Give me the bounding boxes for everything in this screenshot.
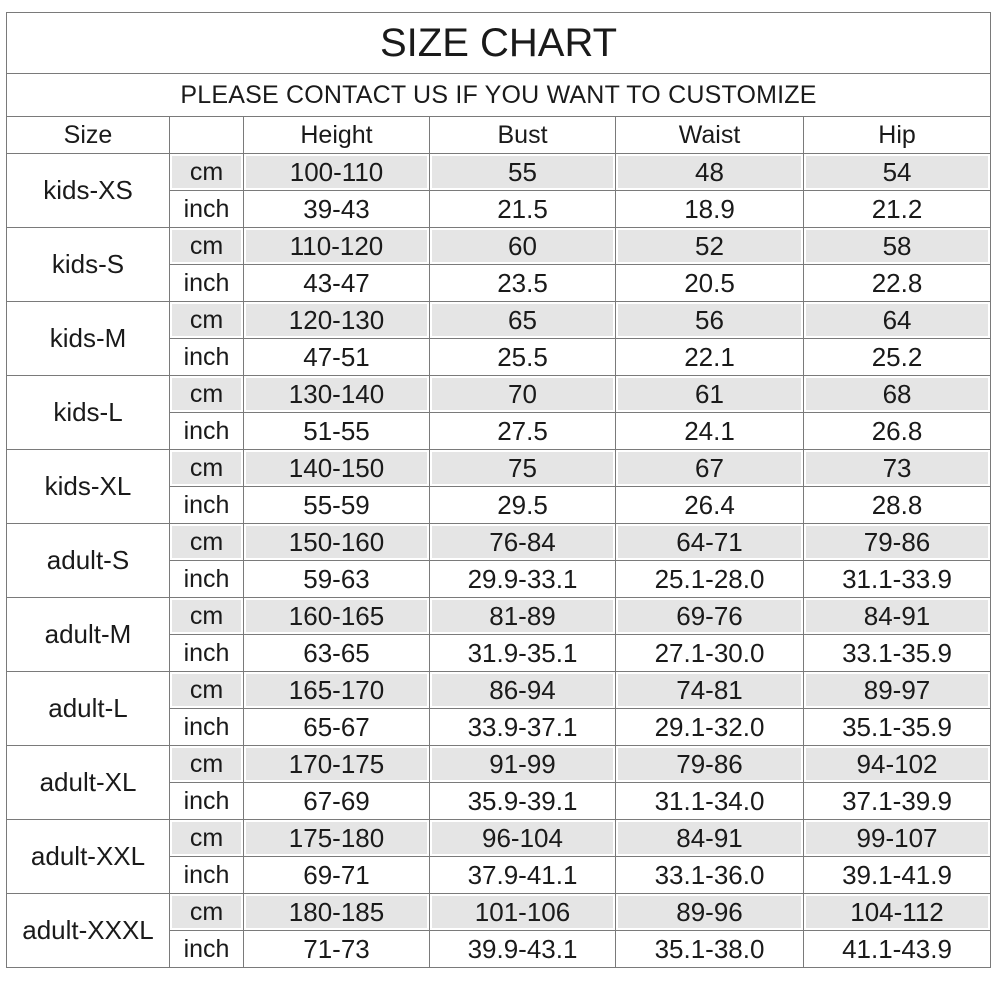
hip-cell <box>804 635 991 672</box>
unit-cell <box>170 413 244 450</box>
hip-cell <box>804 598 991 635</box>
hip-cell <box>804 524 991 561</box>
waist-cell <box>616 487 804 524</box>
waist-cell <box>616 820 804 857</box>
unit-label: cm <box>172 822 241 854</box>
bust-value: 23.5 <box>497 268 548 298</box>
waist-value: 79-86 <box>618 748 801 780</box>
hip-value: 31.1-33.9 <box>842 564 952 594</box>
height-cell <box>244 561 430 598</box>
hip-cell <box>804 487 991 524</box>
unit-cell <box>170 524 244 561</box>
size-chart-table <box>6 12 991 968</box>
bust-cell <box>430 376 616 413</box>
unit-label: cm <box>172 748 241 780</box>
table-row <box>7 672 991 709</box>
hip-cell <box>804 820 991 857</box>
unit-label: cm <box>172 896 241 928</box>
hip-value: 58 <box>806 230 988 262</box>
bust-value: 29.5 <box>497 490 548 520</box>
table-row <box>7 820 991 857</box>
hip-value: 64 <box>806 304 988 336</box>
waist-cell <box>616 154 804 191</box>
hip-cell <box>804 265 991 302</box>
hip-value: 54 <box>806 156 988 188</box>
height-cell <box>244 524 430 561</box>
size-label: kids-M <box>7 302 170 376</box>
height-value: 140-150 <box>246 452 427 484</box>
unit-cell <box>170 746 244 783</box>
header-waist: Waist <box>616 117 804 154</box>
hip-cell <box>804 154 991 191</box>
size-label: kids-XS <box>7 154 170 228</box>
waist-value: 64-71 <box>618 526 801 558</box>
hip-value: 21.2 <box>871 194 923 224</box>
bust-value: 55 <box>432 156 613 188</box>
waist-value: 56 <box>618 304 801 336</box>
height-value: 63-65 <box>303 638 370 668</box>
waist-value: 22.1 <box>684 342 735 372</box>
bust-cell <box>430 191 616 228</box>
bust-value: 65 <box>432 304 613 336</box>
waist-cell <box>616 931 804 968</box>
height-cell <box>244 228 430 265</box>
bust-cell <box>430 413 616 450</box>
waist-cell <box>616 339 804 376</box>
table-row <box>7 154 991 191</box>
hip-value: 73 <box>806 452 988 484</box>
hip-cell <box>804 894 991 931</box>
unit-label: inch <box>183 491 230 519</box>
header-height: Height <box>244 117 430 154</box>
unit-cell <box>170 376 244 413</box>
height-value: 175-180 <box>246 822 427 854</box>
height-value: 43-47 <box>303 268 370 298</box>
waist-value: 29.1-32.0 <box>654 712 765 742</box>
unit-cell <box>170 598 244 635</box>
size-label: adult-XL <box>7 746 170 820</box>
unit-label: cm <box>172 304 241 336</box>
hip-cell <box>804 228 991 265</box>
bust-cell <box>430 672 616 709</box>
unit-label: cm <box>172 156 241 188</box>
bust-value: 31.9-35.1 <box>467 638 578 668</box>
height-value: 150-160 <box>246 526 427 558</box>
hip-value: 39.1-41.9 <box>842 860 952 890</box>
size-label: adult-M <box>7 598 170 672</box>
height-cell <box>244 857 430 894</box>
hip-value: 37.1-39.9 <box>842 786 952 816</box>
unit-cell <box>170 783 244 820</box>
waist-value: 52 <box>618 230 801 262</box>
height-value: 170-175 <box>246 748 427 780</box>
waist-cell <box>616 561 804 598</box>
height-value: 100-110 <box>246 156 427 188</box>
hip-value: 84-91 <box>806 600 988 632</box>
bust-cell <box>430 228 616 265</box>
height-value: 110-120 <box>246 230 427 262</box>
waist-value: 48 <box>618 156 801 188</box>
bust-cell <box>430 820 616 857</box>
unit-label: inch <box>183 269 230 297</box>
waist-value: 74-81 <box>618 674 801 706</box>
size-label: kids-L <box>7 376 170 450</box>
waist-value: 31.1-34.0 <box>654 786 765 816</box>
height-cell <box>244 376 430 413</box>
bust-cell <box>430 339 616 376</box>
bust-cell <box>430 265 616 302</box>
hip-value: 41.1-43.9 <box>842 934 952 964</box>
table-row <box>7 376 991 413</box>
height-cell <box>244 339 430 376</box>
header-hip: Hip <box>804 117 991 154</box>
bust-value: 60 <box>432 230 613 262</box>
table-row <box>7 228 991 265</box>
unit-cell <box>170 265 244 302</box>
unit-cell <box>170 487 244 524</box>
height-cell <box>244 635 430 672</box>
height-value: 69-71 <box>303 860 370 890</box>
unit-label: cm <box>172 674 241 706</box>
bust-cell <box>430 561 616 598</box>
height-cell <box>244 413 430 450</box>
height-value: 59-63 <box>303 564 370 594</box>
size-label: kids-S <box>7 228 170 302</box>
height-cell <box>244 820 430 857</box>
height-cell <box>244 154 430 191</box>
height-value: 51-55 <box>303 416 370 446</box>
bust-cell <box>430 783 616 820</box>
table-row <box>7 746 991 783</box>
waist-value: 61 <box>618 378 801 410</box>
bust-value: 29.9-33.1 <box>467 564 578 594</box>
height-cell <box>244 598 430 635</box>
bust-value: 27.5 <box>497 416 548 446</box>
unit-label: inch <box>183 639 230 667</box>
bust-cell <box>430 487 616 524</box>
height-value: 39-43 <box>303 194 370 224</box>
waist-value: 20.5 <box>684 268 735 298</box>
waist-cell <box>616 894 804 931</box>
waist-cell <box>616 524 804 561</box>
hip-value: 99-107 <box>806 822 988 854</box>
unit-cell <box>170 154 244 191</box>
height-cell <box>244 191 430 228</box>
unit-cell <box>170 857 244 894</box>
bust-cell <box>430 154 616 191</box>
unit-cell <box>170 894 244 931</box>
bust-value: 101-106 <box>432 896 613 928</box>
unit-cell <box>170 228 244 265</box>
bust-value: 39.9-43.1 <box>467 934 578 964</box>
bust-value: 91-99 <box>432 748 613 780</box>
size-label: adult-L <box>7 672 170 746</box>
bust-value: 35.9-39.1 <box>467 786 578 816</box>
hip-cell <box>804 672 991 709</box>
waist-cell <box>616 413 804 450</box>
height-value: 71-73 <box>303 934 370 964</box>
hip-cell <box>804 561 991 598</box>
height-value: 180-185 <box>246 896 427 928</box>
unit-label: inch <box>183 195 230 223</box>
bust-value: 37.9-41.1 <box>467 860 578 890</box>
table-row <box>7 302 991 339</box>
height-value: 165-170 <box>246 674 427 706</box>
unit-cell <box>170 931 244 968</box>
header-size: Size <box>7 117 170 154</box>
waist-cell <box>616 450 804 487</box>
height-value: 55-59 <box>303 490 370 520</box>
size-label: adult-XXXL <box>7 894 170 968</box>
unit-cell <box>170 635 244 672</box>
waist-cell <box>616 228 804 265</box>
unit-cell <box>170 191 244 228</box>
unit-cell <box>170 820 244 857</box>
waist-cell <box>616 672 804 709</box>
waist-value: 69-76 <box>618 600 801 632</box>
hip-value: 25.2 <box>871 342 923 372</box>
waist-value: 35.1-38.0 <box>654 934 765 964</box>
height-cell <box>244 894 430 931</box>
hip-value: 33.1-35.9 <box>842 638 952 668</box>
hip-value: 79-86 <box>806 526 988 558</box>
waist-cell <box>616 709 804 746</box>
waist-value: 26.4 <box>684 490 735 520</box>
hip-cell <box>804 709 991 746</box>
unit-label: cm <box>172 452 241 484</box>
bust-cell <box>430 931 616 968</box>
table-row <box>7 524 991 561</box>
waist-value: 18.9 <box>684 194 735 224</box>
hip-value: 89-97 <box>806 674 988 706</box>
waist-cell <box>616 783 804 820</box>
height-cell <box>244 709 430 746</box>
unit-cell <box>170 672 244 709</box>
hip-cell <box>804 302 991 339</box>
hip-cell <box>804 746 991 783</box>
bust-cell <box>430 598 616 635</box>
waist-value: 89-96 <box>618 896 801 928</box>
unit-label: inch <box>183 713 230 741</box>
bust-cell <box>430 746 616 783</box>
size-chart-body <box>7 154 991 968</box>
unit-cell <box>170 709 244 746</box>
waist-cell <box>616 191 804 228</box>
bust-value: 33.9-37.1 <box>467 712 578 742</box>
table-row <box>7 450 991 487</box>
waist-value: 67 <box>618 452 801 484</box>
height-value: 130-140 <box>246 378 427 410</box>
waist-cell <box>616 857 804 894</box>
table-row <box>7 598 991 635</box>
height-value: 65-67 <box>303 712 370 742</box>
hip-value: 94-102 <box>806 748 988 780</box>
chart-subtitle: PLEASE CONTACT US IF YOU WANT TO CUSTOMIZE <box>7 74 991 117</box>
height-cell <box>244 931 430 968</box>
waist-cell <box>616 265 804 302</box>
height-value: 160-165 <box>246 600 427 632</box>
unit-label: inch <box>183 565 230 593</box>
bust-value: 76-84 <box>432 526 613 558</box>
unit-cell <box>170 450 244 487</box>
header-bust: Bust <box>430 117 616 154</box>
height-cell <box>244 783 430 820</box>
waist-cell <box>616 746 804 783</box>
chart-title: SIZE CHART <box>7 13 991 74</box>
unit-label: cm <box>172 600 241 632</box>
bust-cell <box>430 894 616 931</box>
bust-value: 70 <box>432 378 613 410</box>
hip-value: 28.8 <box>871 490 923 520</box>
hip-cell <box>804 450 991 487</box>
size-label: adult-S <box>7 524 170 598</box>
size-label: adult-XXL <box>7 820 170 894</box>
unit-label: cm <box>172 230 241 262</box>
height-value: 47-51 <box>303 342 370 372</box>
hip-cell <box>804 857 991 894</box>
height-cell <box>244 265 430 302</box>
hip-value: 35.1-35.9 <box>842 712 952 742</box>
hip-value: 26.8 <box>871 416 923 446</box>
unit-label: inch <box>183 935 230 963</box>
bust-cell <box>430 302 616 339</box>
bust-value: 21.5 <box>497 194 548 224</box>
waist-cell <box>616 302 804 339</box>
hip-cell <box>804 783 991 820</box>
unit-label: inch <box>183 417 230 445</box>
bust-cell <box>430 635 616 672</box>
unit-cell <box>170 561 244 598</box>
waist-cell <box>616 635 804 672</box>
height-value: 67-69 <box>303 786 370 816</box>
hip-cell <box>804 413 991 450</box>
bust-value: 81-89 <box>432 600 613 632</box>
unit-label: inch <box>183 343 230 371</box>
hip-value: 104-112 <box>806 896 988 928</box>
waist-value: 27.1-30.0 <box>654 638 765 668</box>
unit-label: cm <box>172 526 241 558</box>
height-cell <box>244 450 430 487</box>
table-row <box>7 894 991 931</box>
bust-value: 86-94 <box>432 674 613 706</box>
unit-label: inch <box>183 861 230 889</box>
bust-cell <box>430 709 616 746</box>
height-cell <box>244 302 430 339</box>
unit-cell <box>170 302 244 339</box>
hip-value: 68 <box>806 378 988 410</box>
bust-value: 25.5 <box>497 342 548 372</box>
waist-value: 25.1-28.0 <box>654 564 765 594</box>
bust-value: 96-104 <box>432 822 613 854</box>
height-cell <box>244 746 430 783</box>
height-cell <box>244 487 430 524</box>
hip-cell <box>804 191 991 228</box>
hip-cell <box>804 339 991 376</box>
header-unit <box>170 117 244 154</box>
bust-cell <box>430 450 616 487</box>
waist-value: 84-91 <box>618 822 801 854</box>
height-value: 120-130 <box>246 304 427 336</box>
unit-label: cm <box>172 378 241 410</box>
waist-value: 24.1 <box>684 416 735 446</box>
bust-value: 75 <box>432 452 613 484</box>
bust-cell <box>430 524 616 561</box>
unit-cell <box>170 339 244 376</box>
waist-value: 33.1-36.0 <box>654 860 765 890</box>
hip-cell <box>804 931 991 968</box>
height-cell <box>244 672 430 709</box>
hip-value: 22.8 <box>871 268 923 298</box>
waist-cell <box>616 376 804 413</box>
hip-cell <box>804 376 991 413</box>
unit-label: inch <box>183 787 230 815</box>
size-label: kids-XL <box>7 450 170 524</box>
bust-cell <box>430 857 616 894</box>
waist-cell <box>616 598 804 635</box>
